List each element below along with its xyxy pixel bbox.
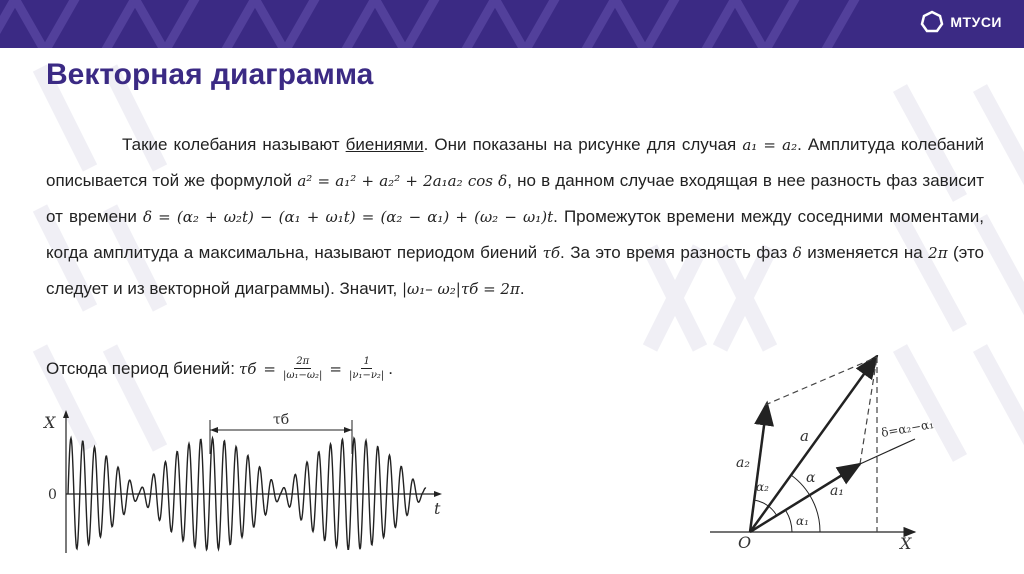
formula-amplitude: a² = a₁² + a₂² + 2a₁a₂ cos δ bbox=[297, 172, 508, 190]
fraction-numerator: 1 bbox=[363, 356, 370, 367]
parallelogram-side bbox=[860, 357, 877, 464]
body-paragraph bbox=[46, 127, 984, 307]
banner-pattern bbox=[0, 0, 880, 48]
equals-sign: = bbox=[329, 360, 342, 378]
logo-icon bbox=[920, 10, 944, 34]
period-formula-line bbox=[46, 356, 393, 382]
angle-arc-alpha2 bbox=[754, 500, 777, 516]
label-alpha2: α₂ bbox=[756, 480, 769, 494]
label-delta: δ=α₂−α₁ bbox=[880, 416, 935, 440]
text-span: . Они показаны на рисунке для случая bbox=[423, 135, 743, 154]
period-end: . bbox=[388, 359, 394, 378]
text-span: Такие колебания называют bbox=[122, 135, 346, 154]
text-span: (это следует и из векторной диаграммы). Значит, bbox=[46, 243, 984, 298]
x-axis-label: X bbox=[900, 534, 912, 553]
label-a: a bbox=[800, 427, 809, 445]
formula-period-relation: |ω₁– ω₂|τб = 2π bbox=[401, 280, 520, 298]
text-span: . Амплитуда колебаний описывается той же формулой bbox=[46, 135, 984, 190]
label-a1: a₁ bbox=[830, 483, 844, 499]
slide-title: Векторная диаграмма bbox=[46, 58, 374, 91]
formula-2pi: 2π bbox=[928, 244, 948, 262]
logo bbox=[920, 10, 1002, 34]
beats-term: биениями bbox=[345, 135, 424, 154]
fraction-denominator: |ω₁−ω₂| bbox=[282, 370, 323, 381]
fraction-numerator: 2π bbox=[296, 356, 310, 367]
y-axis-arrow bbox=[63, 410, 69, 418]
period-arrow-left bbox=[210, 427, 218, 433]
formula-delta-symbol: δ bbox=[792, 244, 802, 262]
origin-label: O bbox=[738, 533, 752, 552]
period-text: Отсюда период биений: bbox=[46, 359, 235, 378]
fraction-nu bbox=[349, 356, 384, 382]
text-span: . bbox=[519, 279, 525, 298]
tau-symbol: τб bbox=[238, 360, 257, 378]
vector-diagram bbox=[700, 355, 960, 555]
formula-delta: δ = (α₂ + ω₂t) − (α₁ + ω₁t) = (α₂ − α₁) + (ω₂ − ω₁)t bbox=[143, 208, 554, 226]
equals-sign: = bbox=[263, 360, 276, 378]
y-axis-label: X bbox=[44, 413, 56, 432]
label-alpha: α bbox=[806, 470, 816, 486]
beats-graph bbox=[38, 408, 448, 558]
angle-arc-alpha1 bbox=[786, 511, 792, 532]
rotating-axis bbox=[860, 439, 915, 464]
text-span: , но в данном случае входящая в нее разность фаз зависит от времени bbox=[46, 171, 984, 226]
label-a2: a₂ bbox=[736, 455, 750, 471]
logo-text: МТУСИ bbox=[950, 14, 1002, 30]
text-span: . Промежуток времени между соседними моментами, когда амплитуда а максимальна, называют периодом биений bbox=[46, 207, 984, 262]
x-axis-arrow bbox=[434, 491, 442, 497]
label-alpha1: α₁ bbox=[796, 514, 809, 528]
vector-a bbox=[750, 356, 877, 532]
formula-a1-eq-a2: a₁ = a₂ bbox=[742, 136, 798, 154]
header-banner bbox=[0, 0, 1024, 48]
period-arrow-right bbox=[344, 427, 352, 433]
text-span: . За это время разность фаз bbox=[560, 243, 793, 262]
zero-label: 0 bbox=[48, 487, 57, 503]
fraction-omega bbox=[283, 356, 322, 382]
text-span: изменяется на bbox=[801, 243, 929, 262]
formula-tau: τб bbox=[542, 244, 561, 262]
period-label: τб bbox=[273, 412, 290, 428]
x-axis-label: t bbox=[434, 499, 441, 518]
fraction-denominator: |ν₁−ν₂| bbox=[349, 370, 385, 381]
